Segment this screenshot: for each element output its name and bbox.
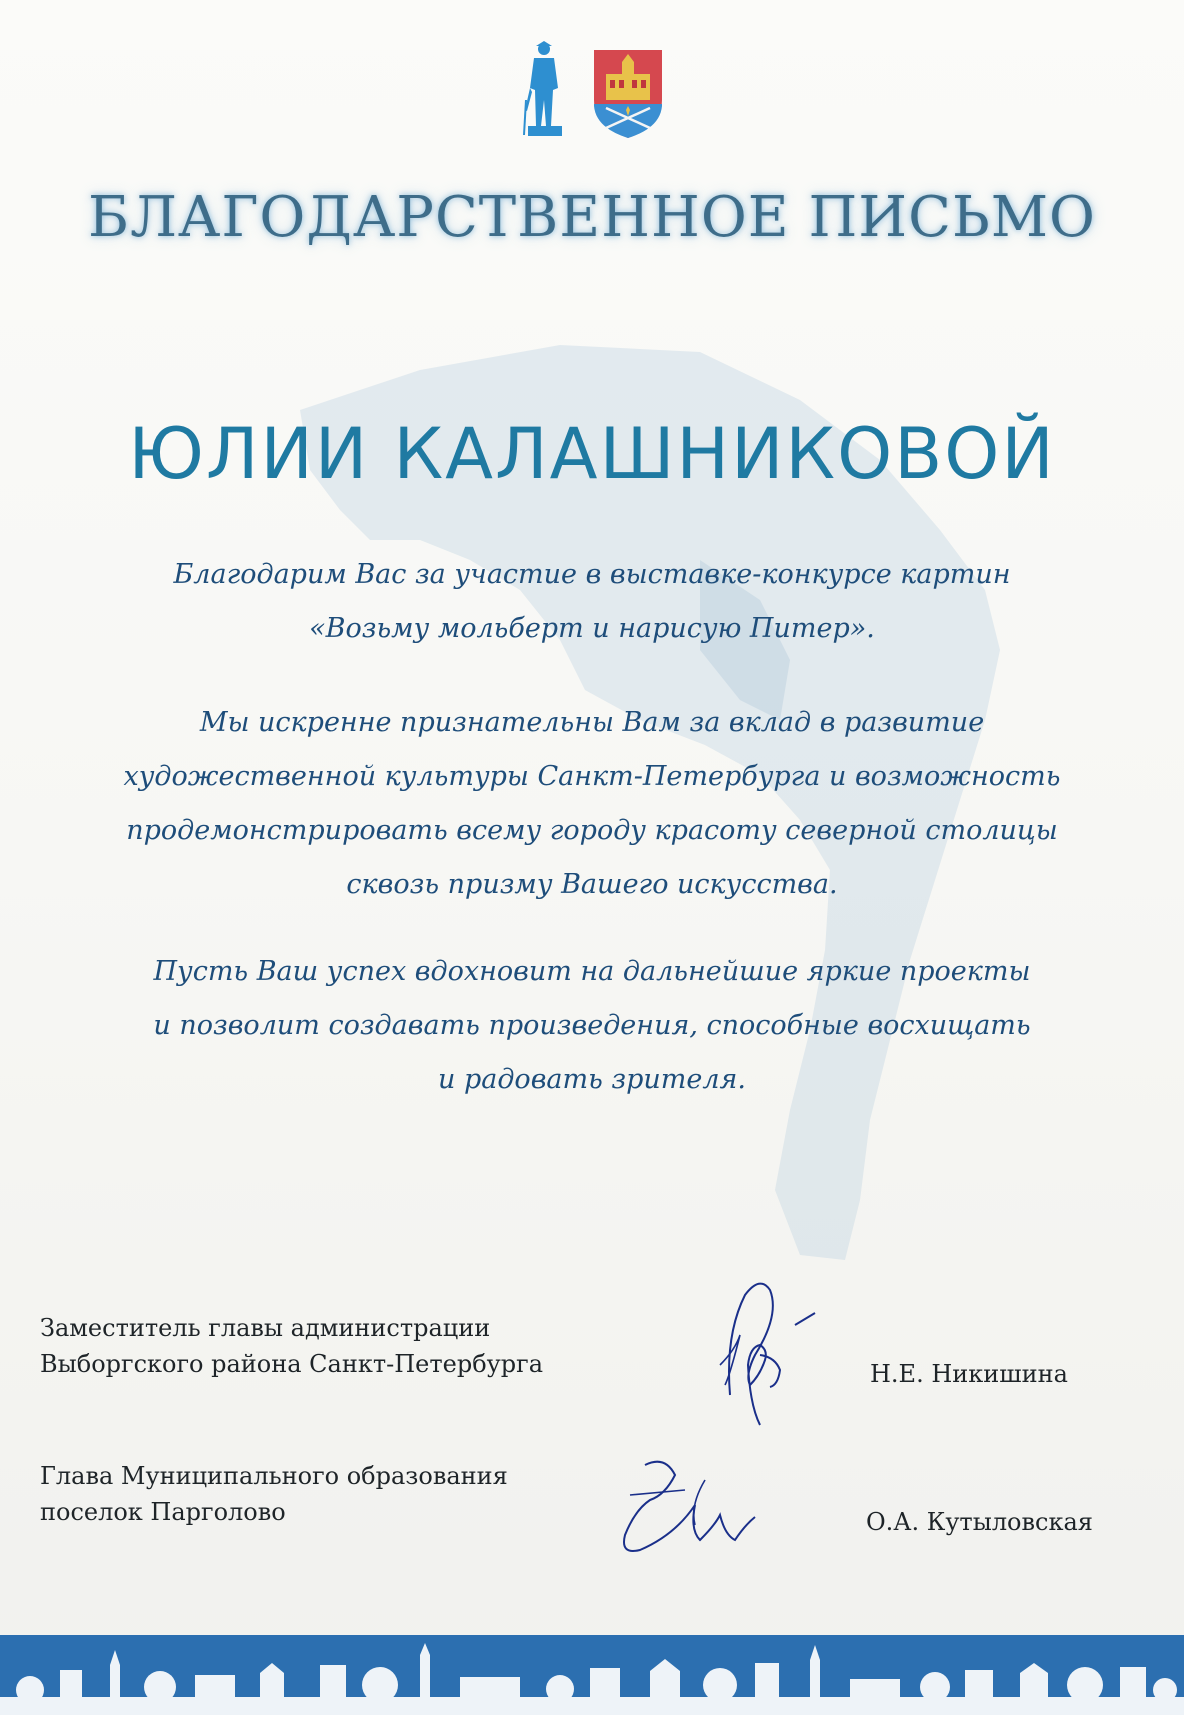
- paragraph-line: Мы искренне признательны Вам за вклад в развитие: [199, 707, 985, 738]
- coat-of-arms-icon: [592, 48, 664, 140]
- statue-emblem-icon: [520, 40, 570, 140]
- paragraph-line: художественной культуры Санкт-Петербурга и возможность: [123, 761, 1061, 792]
- city-skyline-icon: [0, 1635, 1184, 1715]
- signatory-1-name: Н.Е. Никишина: [870, 1360, 1068, 1388]
- paragraph-line: продемонстрировать всему городу красоту северной столицы: [126, 815, 1058, 846]
- paragraph-line: и радовать зрителя.: [437, 1064, 747, 1095]
- signatory-position-line: поселок Парголово: [40, 1498, 286, 1526]
- paragraph-thanks: [60, 548, 1124, 656]
- header-emblems: [0, 40, 1184, 140]
- paragraph-wishes: [60, 945, 1124, 1107]
- recipient-name: ЮЛИИ КАЛАШНИКОВОЙ: [128, 413, 1056, 495]
- signature-icon: [595, 1445, 775, 1565]
- paragraph-line: «Возьму мольберт и нарисую Питер».: [309, 613, 875, 644]
- paragraph-gratitude: [60, 696, 1124, 912]
- paragraph-line: сквозь призму Вашего искусства.: [346, 869, 838, 900]
- paragraph-line: Пусть Ваш успех вдохновит на дальнейшие яркие проекты: [153, 956, 1031, 987]
- paragraph-line: Благодарим Вас за участие в выставке-конкурсе картин: [173, 559, 1011, 590]
- signatory-position-line: Глава Муниципального образования: [40, 1462, 508, 1490]
- signatory-1-position: [40, 1310, 543, 1382]
- signatory-2-name: О.А. Кутыловская: [866, 1508, 1093, 1536]
- paragraph-line: и позволит создавать произведения, способные восхищать: [153, 1010, 1031, 1041]
- document-title: БЛАГОДАРСТВЕННОЕ ПИСЬМО: [88, 185, 1096, 250]
- signatory-2-position: [40, 1458, 508, 1530]
- signatory-position-line: Заместитель главы администрации: [40, 1314, 491, 1342]
- signature-icon: [700, 1275, 850, 1435]
- signatory-position-line: Выборгского района Санкт-Петербурга: [40, 1350, 544, 1378]
